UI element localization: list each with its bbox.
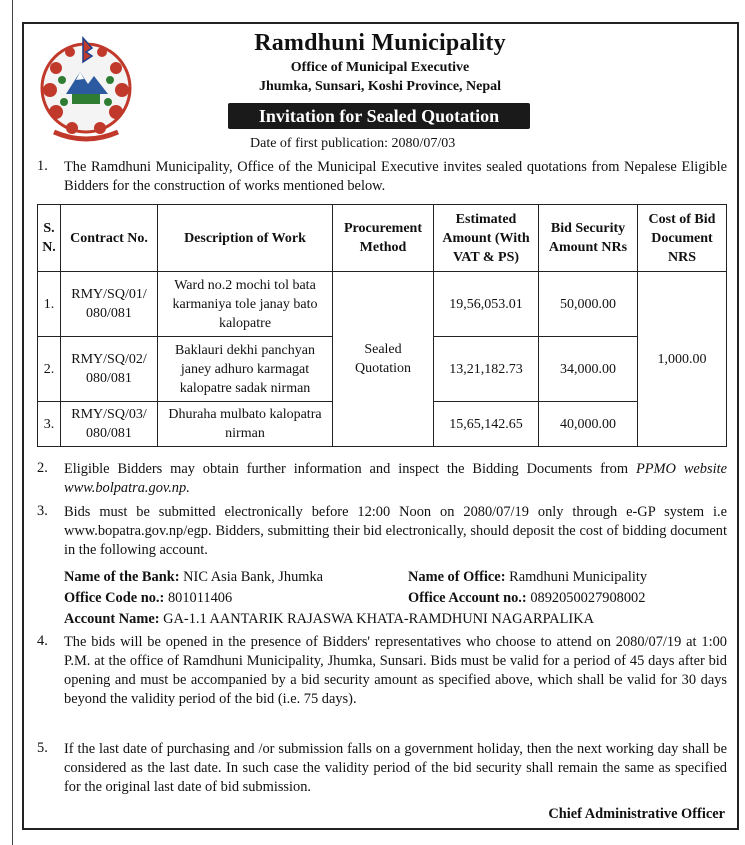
account-name-label: Account Name:	[64, 611, 160, 627]
para-3-number: 3.	[37, 503, 48, 519]
para-2-number: 2.	[37, 460, 48, 476]
header-security: Bid Security Amount NRs	[539, 205, 638, 272]
header-description: Description of Work	[158, 205, 333, 272]
para-5-number: 5.	[37, 740, 48, 756]
para-2-text	[37, 460, 727, 498]
cell-security: 40,000.00	[539, 402, 638, 447]
publication-date: Date of first publication: 2080/07/03	[250, 136, 456, 151]
office-code-label: Office Code no.:	[64, 590, 165, 606]
office-account	[408, 590, 645, 607]
notice-banner: Invitation for Sealed Quotation	[228, 103, 530, 129]
office-address: Jhumka, Sunsari, Koshi Province, Nepal	[258, 79, 502, 94]
office-account-value: 0892050027908002	[530, 590, 646, 606]
para-4-text: The bids will be opened in the presence of Bidders' representatives who choose to attend on 2080/07/19 at 1:00 P.M. at the office of Ramdhuni Municipality, Jhumka, Sunsari. Bids must be valid for a period of 45 days after bid opening and must be accompanied by a bid security amount as specified above, which shall be valid for 30 days beyond the validity period of the bid (i.e. 75 days).	[64, 634, 727, 707]
para-4-number: 4.	[37, 633, 48, 649]
office-name-label: Name of Office:	[408, 569, 506, 585]
account-name-value: GA-1.1 AANTARIK RAJASWA KHATA-RAMDHUNI NAGARPALIKA	[163, 611, 595, 627]
cell-doc-cost: 1,000.00	[638, 272, 727, 447]
municipality-title: Ramdhuni Municipality	[254, 30, 506, 56]
table-header-row	[38, 205, 727, 272]
cell-security: 50,000.00	[539, 272, 638, 337]
header-method: Procurement Method	[333, 205, 434, 272]
signature-title: Chief Administrative Officer	[548, 806, 725, 822]
cell-amount: 19,56,053.01	[434, 272, 539, 337]
header-doc-cost: Cost of Bid Document NRS	[638, 205, 727, 272]
cell-method: Sealed Quotation	[333, 272, 434, 447]
para-2-body: Eligible Bidders may obtain further information and inspect the Bidding Documents from	[64, 461, 629, 477]
cell-contract: RMY/SQ/03/ 080/081	[61, 402, 158, 447]
cell-amount: 15,65,142.65	[434, 402, 539, 447]
cell-sn: 1.	[38, 272, 61, 337]
office-name-value: Ramdhuni Municipality	[509, 569, 648, 585]
cell-contract: RMY/SQ/02/ 080/081	[61, 337, 158, 402]
para-1-text: The Ramdhuni Municipality, Office of the Municipal Executive invites sealed quotations from Nepalese Eligible Bidders for the construction of works mentioned below.	[64, 159, 727, 194]
office-account-label: Office Account no.:	[408, 590, 527, 606]
bank-name-value: NIC Asia Bank, Jhumka	[183, 569, 324, 585]
header-contract: Contract No.	[61, 205, 158, 272]
table-row	[38, 272, 727, 337]
cell-description: Ward no.2 mochi tol bata karmaniya tole janay bato kalopatre	[158, 272, 333, 337]
bank-name-label: Name of the Bank:	[64, 569, 180, 585]
office-name-field	[408, 569, 647, 586]
works-table	[37, 204, 727, 447]
cell-amount: 13,21,182.73	[434, 337, 539, 402]
bank-name	[64, 569, 323, 586]
left-border-line	[0, 0, 13, 845]
para-5-text: If the last date of purchasing and /or submission falls on a government holiday, then the next working day shall be considered as the last date. In such case the validity period of the bid security shall remain the same as specified for the original last date of bid submission.	[64, 741, 727, 795]
cell-sn: 2.	[38, 337, 61, 402]
account-name	[64, 611, 594, 628]
office-name: Office of Municipal Executive	[290, 60, 470, 75]
header-amount: Estimated Amount (With VAT & PS)	[434, 205, 539, 272]
para-1-number: 1.	[37, 158, 48, 174]
cell-contract: RMY/SQ/01/ 080/081	[61, 272, 158, 337]
cell-description: Baklauri dekhi panchyan janey adhuro karmagat kalopatre sadak nirman	[158, 337, 333, 402]
cell-sn: 3.	[38, 402, 61, 447]
cell-description: Dhuraha mulbato kalopatra nirman	[158, 402, 333, 447]
office-code	[64, 590, 232, 607]
office-code-value: 801011406	[167, 590, 233, 606]
para-3-text: Bids must be submitted electronically before 12:00 Noon on 2080/07/19 only through e-GP system i.e www.bopatra.gov.np/egp. Bidders, submitting their bid electronically, should deposit the cost of bidding document in the following account.	[64, 504, 727, 558]
nepal-government-emblem-icon	[36, 32, 136, 144]
cell-security: 34,000.00	[539, 337, 638, 402]
header-sn: S. N.	[38, 205, 61, 272]
ppmo-website: PPMO website www.bolpatra.gov.np.	[64, 461, 727, 496]
